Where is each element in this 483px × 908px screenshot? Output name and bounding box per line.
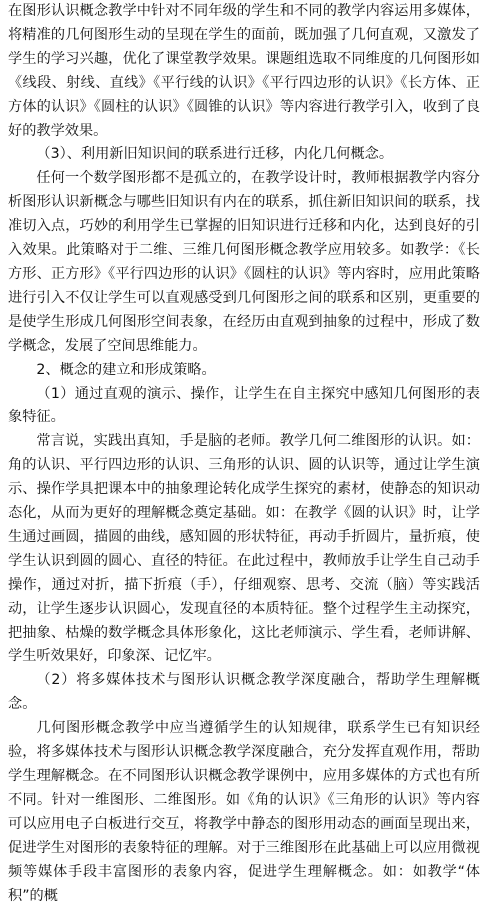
heading-multimedia-integration: （2）将多媒体技术与图形认识概念教学深度融合，帮助学生理解概念。 <box>8 672 480 713</box>
paragraph-intro: 在图形认识概念教学中针对不同年级的学生和不同的教学内容运用多媒体，将精准的几何图形生动的呈现在学生的面前，既加强了几何直观，又激发了学生的学习兴趣，优化了课堂教学效果。课题组选取不同维度的几何图形如《线段、射线、直线》《平行线的认识》《平行四边形的认识》《长方体、正方体的认识》《圆柱的认识》《圆锥的认识》等内容进行教学引入，收到了良好的教学效果。 <box>8 3 480 139</box>
heading-concept-formation: 2、概念的建立和形成策略。 <box>36 361 216 378</box>
paragraph-multimedia-integration: 几何图形概念教学中应当遵循学生的认知规律，联系学生已有知识经验，将多媒体技术与图形认识概念教学深度融合，充分发挥直观作用，帮助学生理解概念。在不同图形认识概念教学课例中，应用多媒体的方式也有所不同。针对一维图形、二维图形。如《角的认识》《三角形的认识》等内容可以应用电子白板进行交互，将教学中静态的图形用动态的画面呈现出来，促进学生对图形的表象特征的理解。对于三维图形在此基础上可以应用微视频等媒体手段丰富图形的表象内容，促进学生理解概念。如：如教学“体积”的概 <box>8 720 480 904</box>
paragraph-hands-on-exploration: 常言说，实践出真知，手是脑的老师。教学几何二维图形的认识。如：角的认识、平行四边形的认识、三角形的认识、圆的认识等，通过让学生演示、操作学具把课本中的抽象理论转化成学生探究的素材，使静态的知识动态化，从而为更好的理解概念奠定基础。如：在教学《圆的认识》时，让学生通过画圆，描圆的曲线，感知圆的形状特征，再动手折圆片，量折痕，使学生认识到圆的圆心、直径的特征。在此过程中，教师放手让学生自己动手操作，通过对折，描下折痕（手），仔细观察、思考、交流（脑）等实践活动，让学生逐步认识圆心，发现直径的本质特征。整个过程学生主动探究，把抽象、枯燥的数学概念具体形象化，这比老师演示、学生看，老师讲解、学生听效果好，印象深、记忆牢。 <box>8 433 480 665</box>
paragraph-knowledge-transfer: 任何一个数学图形都不是孤立的，在教学设计时，教师根据教学内容分析图形认识新概念与哪些旧知识有内在的联系，抓住新旧知识间的联系，找准切入点，巧妙的利用学生已掌握的旧知识进行迁移和内化，达到良好的引入效果。此策略对于二维、三维几何图形概念教学应用较多。如教学：《长方形、正方形》《平行四边形的认识》《圆柱的认识》等内容时，应用此策略进行引入不仅让学生可以直观感受到几何图形之间的联系和区别，更重要的是使学生形成几何图形空间表象，在经历由直观到抽象的过程中，形成了数学概念，发展了空间思维能力。 <box>8 170 480 354</box>
heading-knowledge-transfer: （3）、利用新旧知识间的联系进行迁移，内化几何概念。 <box>36 146 394 163</box>
heading-hands-on-exploration: （1）通过直观的演示、操作，让学生在自主探究中感知几何图形的表象特征。 <box>8 385 480 426</box>
